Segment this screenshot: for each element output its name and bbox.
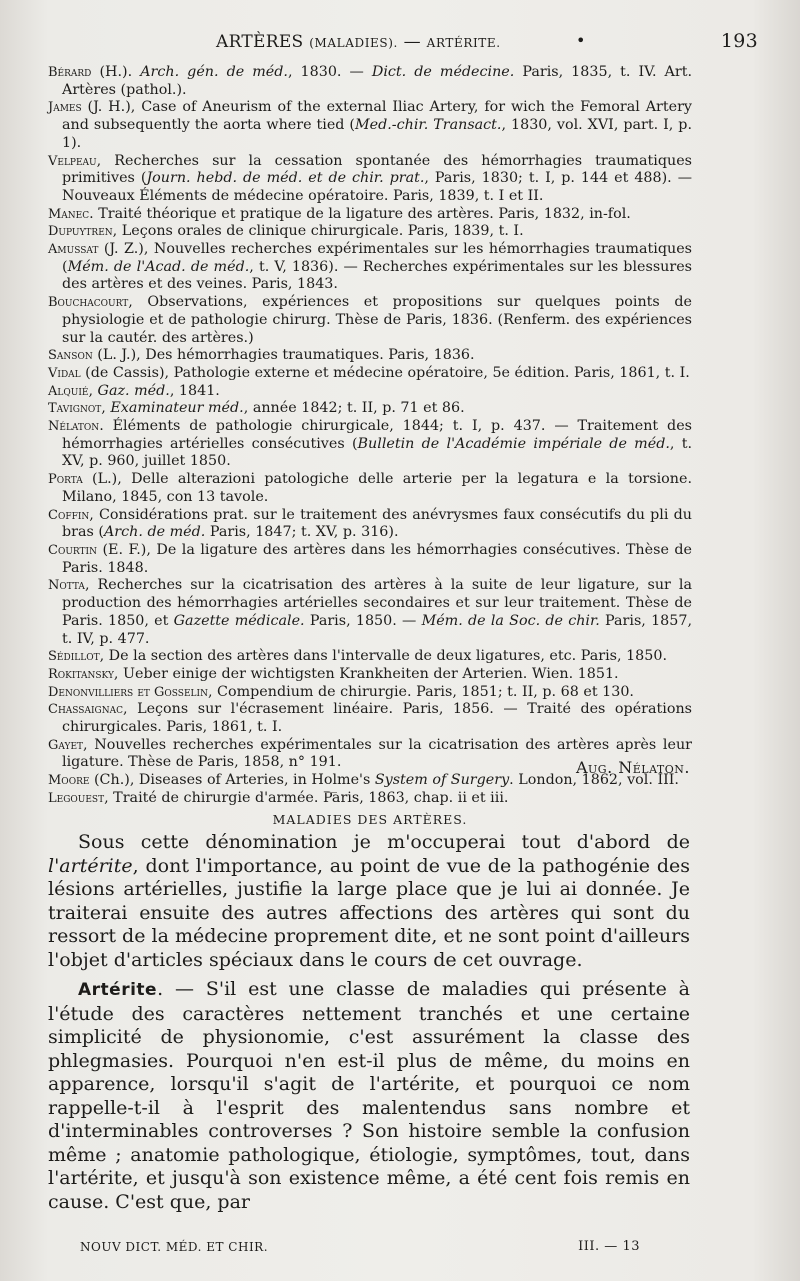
entry-text: Paris, 1835, t. IV. Art. Artères (pathol.). xyxy=(62,64,692,98)
header-title-topic: ARTÉRITE. xyxy=(426,36,501,50)
bibliography-entry xyxy=(48,383,692,401)
entry-text: , Paris, 1830; t. I, p. 144 et 488). — Nouveaux Éléments de médecine opératoire. Paris, 1839, t. I et II. xyxy=(62,170,692,204)
entry-text: , Considérations prat. sur le traitement des anévrysmes faux consécutifs du pli du bras ( xyxy=(62,506,692,541)
bibliography-entry xyxy=(48,99,692,152)
entry-text: , t. V, 1836). — Recherches expérimentales sur les blessures des artères et des veines. Paris, 1843. xyxy=(62,258,693,293)
entry-author: Porta xyxy=(48,472,83,488)
bibliography-entry xyxy=(48,648,692,666)
entry-author: Gayet xyxy=(48,737,84,753)
entry-author: Chassaignac xyxy=(48,702,123,718)
entry-text: , Ueber einige der wichtigsten Krankheiten der Arterien. Wien. 1851. xyxy=(113,665,619,682)
entry-author: Velpeau xyxy=(48,153,97,169)
entry-author: Moore xyxy=(48,773,90,789)
entry-author: Notta xyxy=(48,578,85,594)
running-title xyxy=(216,32,501,52)
bibliography-entry xyxy=(48,294,692,347)
bibliography-entry xyxy=(48,64,692,99)
entry-author: Alquié xyxy=(48,383,89,399)
entry-author: Vidal xyxy=(48,365,81,381)
entry-text: (de Cassis), Pathologie externe et médecine opératoire, 5e édition. Paris, 1861, t. I. xyxy=(80,364,690,381)
bibliography xyxy=(48,64,692,808)
emphasis-arterite: l'artérite xyxy=(48,854,133,877)
entry-author: Sédillot xyxy=(48,649,100,665)
entry-text: , Recherches sur la cicatrisation des artères à la suite de leur ligature, sur la production des hémorrhagies artérielles secondaires et sur leur traitement. Thèse de Paris. 1850, et xyxy=(62,577,692,629)
entry-text: (J. Z.), Nouvelles recherches expérimentales sur les hémorrhagies traumatiques ( xyxy=(62,241,692,275)
entry-journal-title: Mém. de l'Acad. de méd. xyxy=(67,258,250,275)
bibliography-entry xyxy=(48,542,692,577)
section-divider xyxy=(325,792,337,794)
entry-author: Dupuytren xyxy=(48,224,113,240)
paragraph-intro: Sous cette dénomination je m'occuperai tout d'abord de l'artérite, dont l'importance, au point de vue de la pathogénie des lésions artérielles, justifie la large place que je lui ai donnée. Je traiterai ensuite des autres affections des artères qui sont du ressort de la médecine proprement dite, et ne sont point d'ailleurs l'objet d'articles spéciaux dans le cours de cet ouvrage. xyxy=(48,831,690,971)
entry-author: Nélaton xyxy=(48,419,100,435)
bibliography-entry xyxy=(48,206,692,224)
entry-journal-title: System of Surgery xyxy=(374,772,510,789)
entry-text: , t. XV, p. 960, juillet 1850. xyxy=(62,435,693,470)
page-footer xyxy=(80,1240,640,1260)
bibliography-entry xyxy=(48,153,692,206)
footer-volume-mark: III. — 13 xyxy=(578,1239,640,1254)
entry-author: Legouest xyxy=(48,790,105,806)
entry-text: , Observations, expériences et propositions sur quelques points de physiologie et de pathologie chirurg. Thèse de Paris, 1836. (Renferm. des expériences sur la cautér. des artères.) xyxy=(62,294,692,346)
entry-text: , année 1842; t. II, p. 71 et 86. xyxy=(243,400,465,417)
entry-journal-title: Gaz. méd. xyxy=(97,382,170,399)
entry-text: , xyxy=(88,382,98,399)
bibliography-entry xyxy=(48,400,692,418)
entry-author: Rokitansky xyxy=(48,666,114,682)
entry-text: . London, 1862, vol. III. xyxy=(509,772,679,789)
entry-author: Sanson xyxy=(48,348,93,364)
entry-journal-title: Mém. de la Soc. de chir. xyxy=(421,612,600,629)
header-title-main: ARTÈRES xyxy=(216,32,304,52)
header-title-qualifier: (MALADIES). xyxy=(309,36,398,50)
entry-text: , De la section des artères dans l'intervalle de deux ligatures, etc. Paris, 1850. xyxy=(99,648,667,665)
entry-author: Denonvilliers et Gosselin xyxy=(48,684,208,700)
entry-author: Manec xyxy=(48,206,90,222)
entry-author: Bouchacourt xyxy=(48,295,129,311)
bibliography-entry xyxy=(48,790,692,808)
bibliography-entry xyxy=(48,471,692,506)
entry-text: , 1830, vol. XVI, part. I, p. 1). xyxy=(62,117,692,151)
entry-text: , 1841. xyxy=(169,382,220,399)
entry-journal-title: Bulletin de l'Académie impériale de méd. xyxy=(357,435,670,452)
entry-author: Amussat xyxy=(48,242,99,258)
bibliography-entry xyxy=(48,577,692,648)
bibliography-entry xyxy=(48,365,692,383)
entry-text: , Leçons orales de clinique chirurgicale. Paris, 1839, t. I. xyxy=(112,223,524,240)
entry-text: (H.). xyxy=(91,64,141,80)
entry-text: (Ch.), Diseases of Arteries, in Holme's xyxy=(89,772,375,789)
entry-author: Tavignot xyxy=(48,401,102,417)
bibliography-entry xyxy=(48,507,692,542)
entry-author: James xyxy=(48,100,82,116)
entry-author: Coffin xyxy=(48,507,90,523)
entry-journal-title: Gazette médicale. xyxy=(173,612,305,629)
entry-journal-title: Dict. de médecine. xyxy=(371,64,515,80)
paragraph-arterite: Artérite. — S'il est une classe de maladies qui présente à l'étude des caractères nettement tranchés et une certaine simplicité de physionomie, c'est assurément la classe des phlegmasies. Pourquoi n'en est-il plus de même, du moins en apparence, lorsqu'il s'agit de l'artérite, et pourquoi ce nom rappelle-t-il à l'esprit des malentendus sans nombre et d'interminables controverses ? Son histoire semble la confusion même ; anatomie pathologique, étiologie, symptômes, tout, dans l'artérite, et jusqu'à son existence même, a été cent fois remis en cause. C'est que, par xyxy=(48,978,690,1213)
running-header xyxy=(48,30,760,60)
entry-journal-title: Examinateur méd. xyxy=(110,400,244,417)
entry-author: Bérard xyxy=(48,65,92,80)
entry-text: . Traité théorique et pratique de la ligature des artères. Paris, 1832, in-fol. xyxy=(89,205,631,222)
entry-text: , 1830. — xyxy=(287,64,372,80)
entry-text: , Leçons sur l'écrasement linéaire. Paris, 1856. — Traité des opérations chirurgicales. Paris, 1861, t. I. xyxy=(62,701,692,736)
entry-journal-title: Arch. de méd. xyxy=(103,524,206,541)
bibliography-entry xyxy=(48,223,692,241)
section-title: MALADIES DES ARTÈRES. xyxy=(272,812,468,827)
entry-text: , xyxy=(101,400,111,417)
entry-text: (J. H.), Case of Aneurism of the external Iliac Artery, for wich the Femoral Artery and subsequently the aorta where tied ( xyxy=(62,99,692,134)
entry-journal-title: Med.-chir. Transact. xyxy=(355,117,502,134)
entry-text: , Nouvelles recherches expérimentales sur la cicatrisation des artères après leur ligature. Thèse de Paris, 1858, n° 191. xyxy=(62,736,692,771)
header-title-separator: — xyxy=(403,32,421,52)
entry-text: Paris, 1850. — xyxy=(304,612,422,629)
author-signature: Aug. Nélaton. xyxy=(575,758,690,777)
entry-text: , Compendium de chirurgie. Paris, 1851; t. II, p. 68 et 130. xyxy=(207,683,634,700)
entry-text: Paris, 1857, t. IV, p. 477. xyxy=(62,612,692,647)
page-number: 193 xyxy=(720,30,758,52)
entry-journal-title: Arch. gén. de méd. xyxy=(140,64,288,80)
entry-text: Paris, 1847; t. XV, p. 316). xyxy=(205,524,399,541)
entry-text: (E. F.), De la ligature des artères dans les hémorrhagies consécutives. Thèse de Paris. 1848. xyxy=(62,541,692,576)
bibliography-entry xyxy=(48,347,692,365)
bibliography-entry xyxy=(48,241,692,294)
keyword-arterite: Artérite xyxy=(78,980,158,1000)
header-dot: • xyxy=(576,31,586,50)
bibliography-entry xyxy=(48,666,692,684)
entry-text: (L.), Delle alterazioni patologiche delle arterie per la legatura e la torsione. Milano, 1845, con 13 tavole. xyxy=(62,471,692,505)
entry-text: (L. J.), Des hémorrhagies traumatiques. Paris, 1836. xyxy=(92,347,475,364)
bibliography-entry xyxy=(48,684,692,702)
entry-text: , Traité de chirurgie d'armée. Paris, 1863, chap. ii et iii. xyxy=(104,789,509,806)
bibliography-entry xyxy=(48,701,692,736)
entry-text: , Recherches sur la cessation spontanée des hémorrhagies traumatiques primitives ( xyxy=(62,152,692,187)
bibliography-entry xyxy=(48,418,692,471)
footer-signature-mark: NOUV DICT. MÉD. ET CHIR. xyxy=(80,1240,269,1254)
entry-author: Courtin xyxy=(48,542,97,558)
entry-journal-title: Journ. hebd. de méd. et de chir. prat. xyxy=(146,170,425,187)
body-text xyxy=(48,831,690,1214)
entry-text: . Éléments de pathologie chirurgicale, 1844; t. I, p. 437. — Traitement des hémorrhagies artérielles consécutives ( xyxy=(62,418,692,452)
